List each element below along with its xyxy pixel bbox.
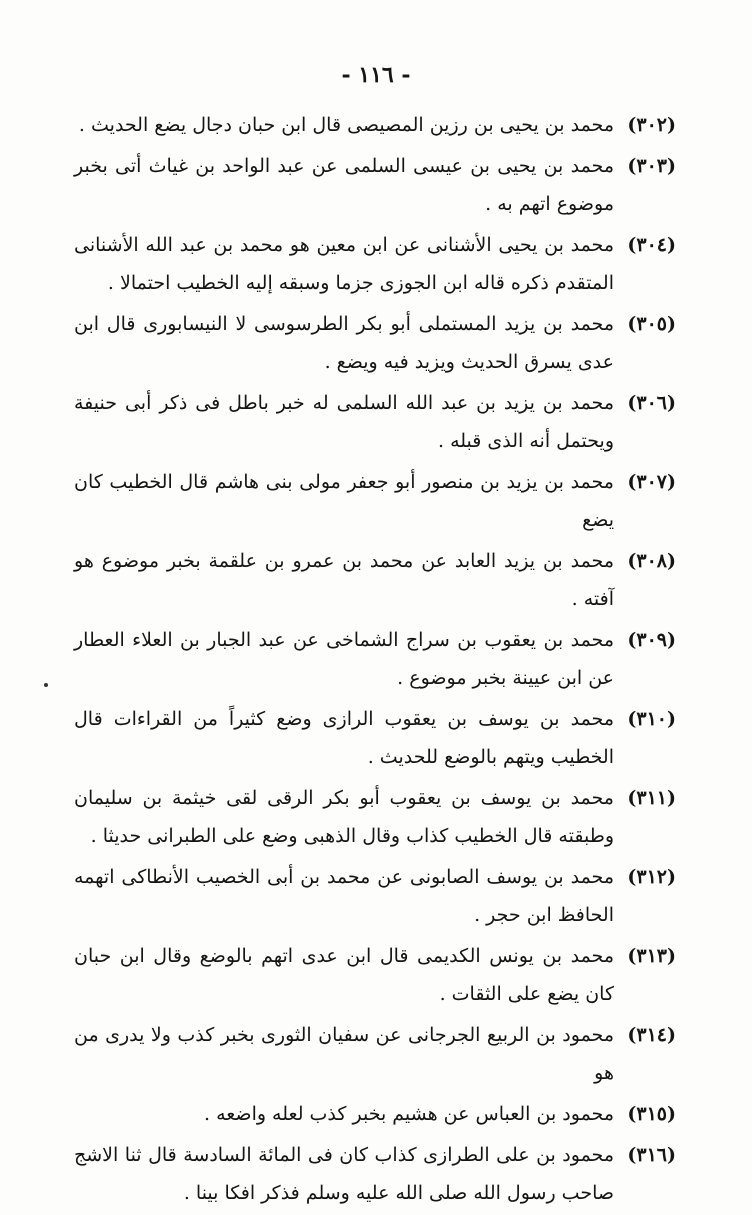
entry-number: (٣١٢): [627, 866, 676, 888]
entry-308: [74, 542, 676, 618]
entry-303: [74, 147, 676, 223]
entry-text: محمود بن العباس عن هشيم بخبر كذب لعله واضعه .: [204, 1103, 614, 1125]
entry-307: [74, 463, 676, 539]
entry-number: (٣٠٤): [627, 234, 676, 256]
entry-number: (٣٠٨): [627, 550, 676, 572]
entry-text: محمد بن يزيد بن عبد الله السلمى له خبر باطل فى ذكر أبى حنيفة ويحتمل أنه الذى قبله .: [74, 392, 614, 452]
entry-309: [74, 621, 676, 697]
entry-315: [74, 1095, 676, 1133]
entry-number: (٣٠٧): [627, 471, 676, 493]
entry-text: محمد بن يحيى بن رزين المصيصى قال ابن حبان دجال يضع الحديث .: [78, 114, 614, 136]
entry-text: محمد بن يزيد المستملى أبو بكر الطرسوسى لا النيسابورى قال ابن عدى يسرق الحديث ويزيد فيه ويضع .: [74, 313, 614, 373]
entry-number: (٣٠٢): [627, 114, 676, 136]
entry-number: (٣٠٣): [627, 155, 676, 177]
page-number: - ١١٦ -: [341, 62, 411, 88]
entry-text: محمد بن يحيى بن عيسى السلمى عن عبد الواحد بن غياث أتى بخبر موضوع اتهم به .: [74, 155, 614, 215]
entry-313: [74, 937, 676, 1013]
entry-306: [74, 384, 676, 460]
entry-302: [74, 106, 676, 144]
margin-dot: [44, 683, 48, 687]
entry-text: محمد بن يونس الكديمى قال ابن عدى اتهم بالوضع وقال ابن حبان كان يضع على الثقات .: [74, 945, 614, 1005]
entry-316: [74, 1136, 676, 1212]
entry-text: محمد بن يزيد بن منصور أبو جعفر مولى بنى هاشم قال الخطيب كان يضع: [74, 471, 614, 531]
entry-310: [74, 700, 676, 776]
entry-text: محمد بن يحيى الأشنانى عن ابن معين هو محمد بن عبد الله الأشنانى المتقدم ذكره قاله ابن الجوزى جزما وسبقه إليه الخطيب احتمالا .: [74, 234, 614, 294]
entry-text: محمد بن يوسف بن يعقوب أبو بكر الرقى لقى خيثمة بن سليمان وطبقته قال الخطيب كذاب وقال الذهبى وضع على الطبرانى حديثا .: [74, 787, 614, 847]
entry-number: (٣١٣): [627, 945, 676, 967]
entry-text: محمد بن يعقوب بن سراج الشماخى عن عبد الجبار بن العلاء العطار عن ابن عيينة بخبر موضوع .: [74, 629, 614, 689]
entry-number: (٣٠٩): [627, 629, 676, 651]
entry-text: محمود بن على الطرازى كذاب كان فى المائة السادسة قال ثنا الاشج صاحب رسول الله صلى الله عليه وسلم فذكر افكا بينا .: [74, 1144, 614, 1204]
entry-314: [74, 1016, 676, 1092]
entry-number: (٣١٤): [627, 1024, 676, 1046]
entry-text: محمد بن يوسف الصابونى عن محمد بن أبى الخصيب الأنطاكى اتهمه الحافظ ابن حجر .: [74, 866, 614, 926]
entry-number: (٣١٦): [627, 1144, 676, 1166]
entry-311: [74, 779, 676, 855]
entry-list: [74, 106, 676, 1215]
entry-text: محمد بن يوسف بن يعقوب الرازى وضع كثيراً من القراءات قال الخطيب ويتهم بالوضع للحديث .: [74, 708, 614, 768]
entry-number: (٣٠٦): [627, 392, 676, 414]
entry-number: (٣١١): [627, 787, 676, 809]
entry-304: [74, 226, 676, 302]
entry-305: [74, 305, 676, 381]
entry-number: (٣١٥): [627, 1103, 676, 1125]
entry-312: [74, 858, 676, 934]
entry-number: (٣١٠): [627, 708, 676, 730]
entry-text: محمد بن يزيد العابد عن محمد بن عمرو بن علقمة بخبر موضوع هو آفته .: [74, 550, 614, 610]
entry-number: (٣٠٥): [627, 313, 676, 335]
entry-text: محمود بن الربيع الجرجانى عن سفيان الثورى بخبر كذب ولا يدرى من هو: [74, 1024, 614, 1084]
